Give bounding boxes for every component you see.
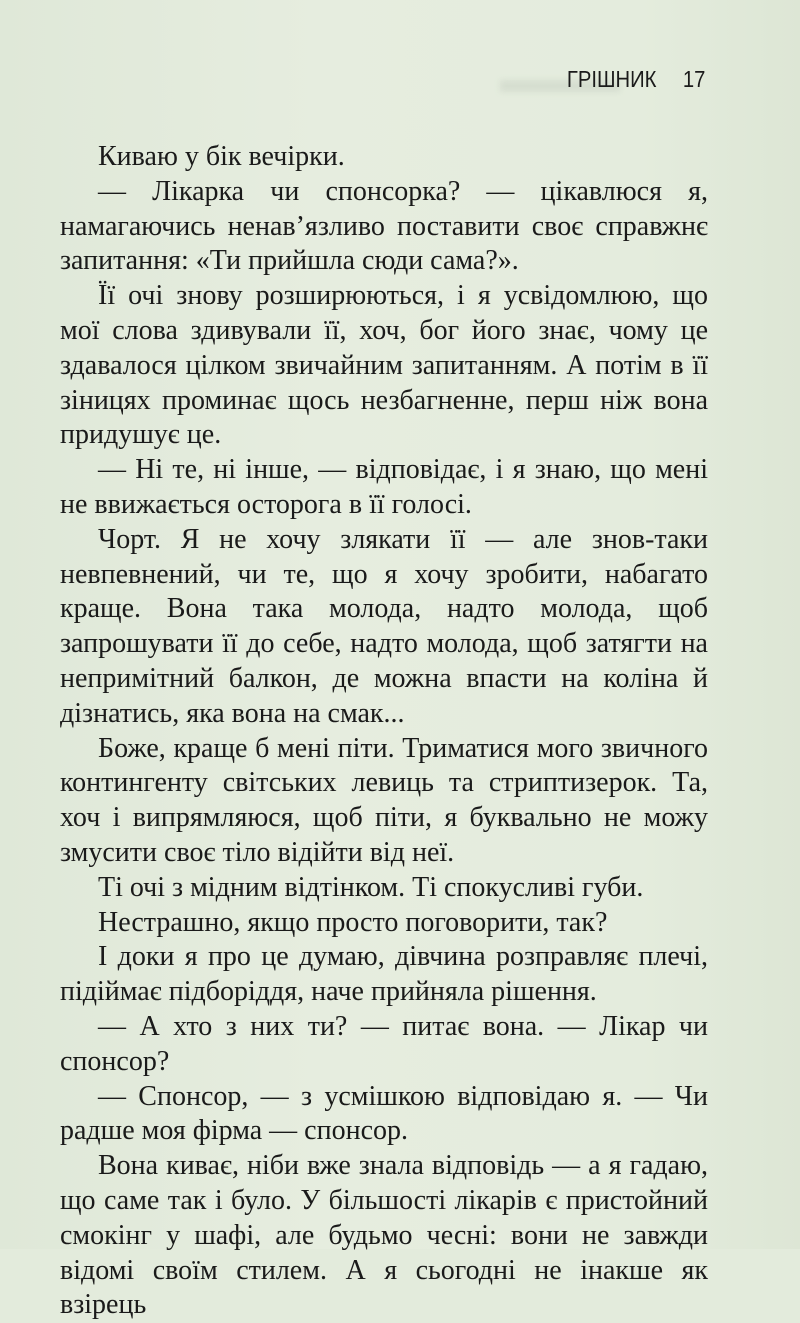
paragraph: Нестрашно, якщо просто поговорити, так? — [98, 906, 608, 938]
paragraph: І доки я про це думаю, дівчина розправляє плечі, підіймає підборіддя, наче прийняла рішення. — [60, 941, 708, 1008]
paragraph: — Спонсор, — з усмішкою відповідаю я. — Чи радше моя фірма — спонсор. — [60, 1080, 708, 1147]
running-header — [566, 66, 705, 93]
paragraph: — А хто з них ти? — питає вона. — Лікар чи спонсор? — [60, 1010, 708, 1077]
paragraph: — Ні те, ні інше, — відповідає, і я знаю, що мені не ввижається осторога в її голосі. — [60, 454, 708, 520]
running-title: ГРІШНИК — [566, 66, 657, 92]
paragraph: — Лікарка чи спонсорка? — цікавлюся я, намагаючись ненав’язливо поставити своє справжнє запитання: «Ти прийшла сюди сама?». — [60, 175, 708, 277]
paragraph: Киваю у бік вечірки. — [98, 141, 345, 172]
page-number: 17 — [682, 66, 705, 92]
paragraph: Боже, краще б мені піти. Триматися мого звичного контингенту світських левиць та стриптизерок. Та, хоч і випрямляюся, щоб піти, я буквально не можу змусити своє тіло відійти від неї. — [60, 732, 708, 868]
paragraph: Чорт. Я не хочу злякати її — але знов-таки невпевнений, чи те, що я хочу зробити, набагато краще. Вона така молода, надто молода, щоб запрошувати її до себе, надто молода, щоб затягти на непримітний балкон, де можна впасти на коліна й дізнатись, яка вона на смак... — [60, 523, 708, 729]
paragraph: Вона киває, ніби вже знала відповідь — а я гадаю, що саме так і було. У більшості лікарів є пристойний смокінг у шафі, але будьмо чесні: вони не завжди відомі своїм стилем. А я сьогодні не інакше як взірець — [60, 1150, 708, 1321]
paragraph: Ті очі з мідним відтінком. Ті спокусливі губи. — [98, 871, 644, 903]
body-text — [60, 140, 708, 1323]
paragraph: Її очі знову розширюються, і я усвідомлюю, що мої слова здивували її, хоч, бог його знає, чому це здавалося цілком звичайним запитанням. А потім в її зіницях проминає щось незбагненне, перш ніж вона придушує це. — [60, 280, 708, 451]
